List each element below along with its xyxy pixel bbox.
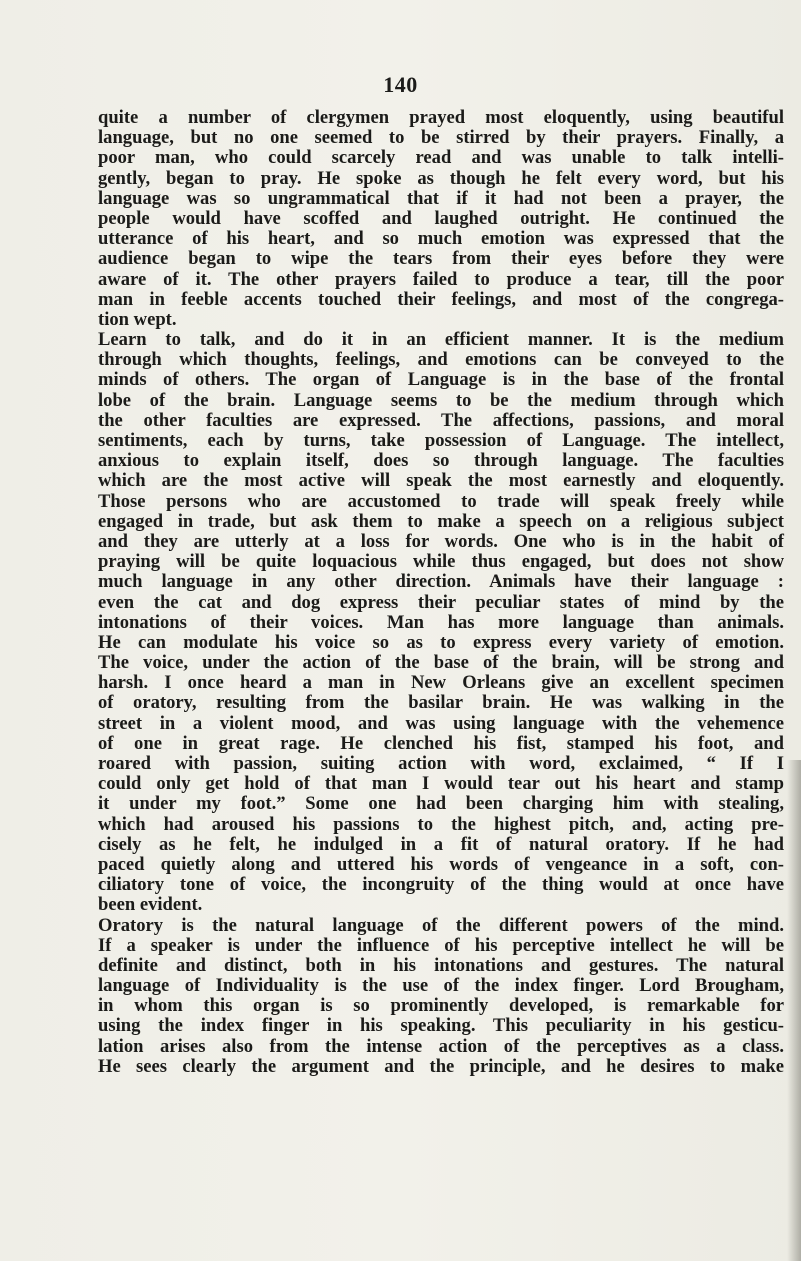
text-line: quite a number of clergymen prayed most eloquently, using beautiful [98, 107, 784, 128]
text-line: He sees clearly the argument and the principle, and he desires to make [98, 1055, 784, 1077]
text-line: which are the most active will speak the most earnestly and eloquently. [98, 470, 784, 492]
text-line: audience began to wipe the tears from their eyes before they were [98, 248, 784, 270]
paragraph-2 [98, 330, 784, 915]
text-line: and they are utterly at a loss for words. One who is in the habit of [98, 530, 784, 552]
text-line: street in a violent mood, and was using language with the vehemence [98, 712, 784, 734]
text-line: language was so ungrammatical that if it had not been a prayer, the [98, 187, 784, 209]
text-line: the other faculties are expressed. The affections, passions, and moral [98, 409, 784, 431]
text-line: minds of others. The organ of Language is in the base of the frontal [98, 369, 784, 391]
text-line: utterance of his heart, and so much emotion was expressed that the [98, 228, 784, 250]
text-line: aware of it. The other prayers failed to produce a tear, till the poor [98, 268, 784, 290]
text-line: poor man, who could scarcely read and was unable to talk intelli- [98, 147, 784, 169]
text-line: Oratory is the natural language of the different powers of the mind. [98, 914, 784, 936]
text-line: people would have scoffed and laughed outright. He continued the [98, 207, 784, 229]
text-line: even the cat and dog express their peculiar states of mind by the [98, 591, 784, 613]
text-line: it under my foot.” Some one had been charging him with stealing, [98, 793, 784, 815]
text-line: of oratory, resulting from the basilar brain. He was walking in the [98, 692, 784, 714]
text-line: engaged in trade, but ask them to make a speech on a religious subject [98, 510, 784, 532]
text-line: Learn to talk, and do it in an efficient manner. It is the medium [98, 329, 784, 351]
text-line: If a speaker is under the influence of his perceptive intellect he will be [98, 934, 784, 956]
text-line: which had aroused his passions to the highest pitch, and, acting pre- [98, 813, 784, 835]
text-line: harsh. I once heard a man in New Orleans give an excellent specimen [98, 672, 784, 694]
page-edge-shadow [787, 760, 801, 1261]
text-line: using the index finger in his speaking. This peculiarity in his gesticu- [98, 1015, 784, 1037]
text-line: paced quietly along and uttered his words of vengeance in a soft, con- [98, 853, 784, 875]
text-line: tion wept. [98, 308, 177, 330]
text-line: man in feeble accents touched their feelings, and most of the congrega- [98, 288, 784, 310]
page-number: 140 [383, 72, 418, 97]
text-line: cisely as he felt, he indulged in a fit of natural oratory. If he had [98, 833, 784, 855]
text-line: praying will be quite loquacious while thus engaged, but does not show [98, 551, 784, 573]
text-line: roared with passion, suiting action with word, exclaimed, “ If I [98, 753, 784, 774]
paragraph-3 [98, 916, 784, 1078]
text-line: through which thoughts, feelings, and emotions can be conveyed to the [98, 349, 784, 371]
text-line: language of Individuality is the use of the index finger. Lord Brougham, [98, 975, 784, 997]
text-line: of one in great rage. He clenched his fist, stamped his foot, and [98, 732, 784, 754]
text-line: The voice, under the action of the base of the brain, will be strong and [98, 652, 784, 674]
text-line: definite and distinct, both in his intonations and gestures. The natural [98, 954, 784, 976]
text-line: gently, began to pray. He spoke as though he felt every word, but his [98, 167, 784, 189]
text-line: anxious to explain itself, does so through language. The faculties [98, 450, 784, 472]
text-line: sentiments, each by turns, take possession of Language. The intellect, [98, 430, 784, 451]
text-line: could only get hold of that man I would tear out his heart and stamp [98, 773, 784, 795]
text-line: Those persons who are accustomed to trade will speak freely while [98, 490, 784, 512]
text-line: lation arises also from the intense action of the perceptives as a class. [98, 1035, 784, 1057]
text-line: intonations of their voices. Man has more language than animals. [98, 611, 784, 633]
text-line: ciliatory tone of voice, the incongruity of the thing would at once have [98, 874, 784, 896]
text-line: in whom this organ is so prominently developed, is remarkable for [98, 995, 784, 1017]
paragraph-1 [98, 108, 784, 330]
text-line: much language in any other direction. Animals have their language : [98, 571, 784, 593]
text-line: He can modulate his voice so as to express every variety of emotion. [98, 631, 784, 653]
body-text [98, 108, 784, 1077]
text-line: language, but no one seemed to be stirred by their prayers. Finally, a [98, 127, 784, 149]
text-line: been evident. [98, 894, 203, 916]
text-line: lobe of the brain. Language seems to be the medium through which [98, 389, 784, 411]
